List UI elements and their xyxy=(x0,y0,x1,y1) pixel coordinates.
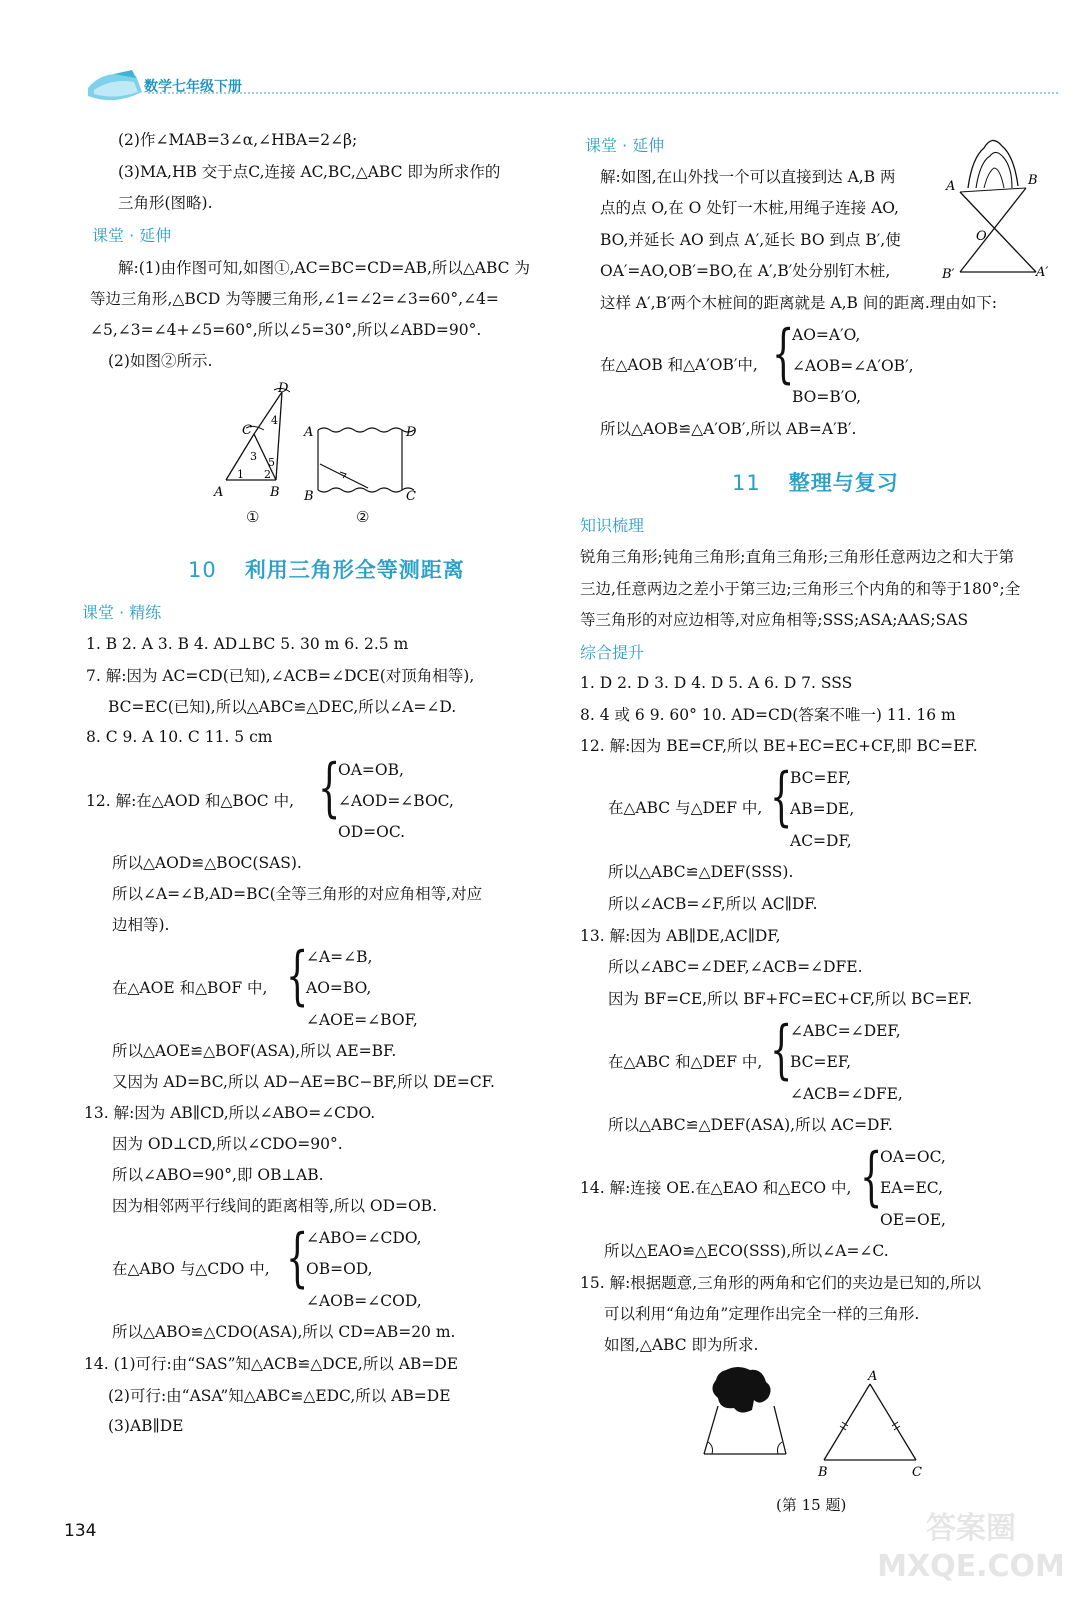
q12-brace: { xyxy=(318,751,341,825)
r-q13-line-1: 13. 解:因为 AB∥DE,AC∥DF, xyxy=(580,927,781,945)
r-q14-cond-2: EA=EC, xyxy=(880,1179,944,1197)
figure-2-rectangle xyxy=(298,416,428,506)
left-line-4: 8. C 9. A 10. C 11. 5 cm xyxy=(86,728,273,746)
review-line-3: 12. 解:因为 BE=CF,所以 BE+EC=EC+CF,即 BC=EF. xyxy=(580,737,978,755)
section-heading-review: 综合提升 xyxy=(580,643,645,662)
q13-abo-intro: 在△ABO 与△CDO 中, xyxy=(112,1260,270,1278)
r-q14-conclusion: 所以△EAO≌△ECO(SSS),所以∠A=∠C. xyxy=(604,1242,889,1260)
fig4-label-A: A xyxy=(868,1369,878,1384)
q13-line-2: 因为 OD⊥CD,所以∠CDO=90°. xyxy=(112,1135,343,1153)
r-q13-brace: { xyxy=(770,1013,793,1087)
q12-cond-2: ∠AOD=∠BOC, xyxy=(338,792,454,810)
right-ext-aob-brace: { xyxy=(772,317,795,391)
fig3-label-A-prime: A′ xyxy=(1036,265,1049,280)
fig1-label-C: C xyxy=(242,423,252,438)
fig1-label-D: D xyxy=(278,381,289,396)
right-ext-aob-cond-1: AO=A′O, xyxy=(792,326,861,344)
left-intro-2: (3)MA,HB 交于点C,连接 AC,BC,△ABC 即为所求作的 xyxy=(118,163,501,181)
knowledge-line-3: 等三角形的对应边相等,对应角相等;SSS;ASA;AAS;SAS xyxy=(580,611,969,629)
right-ext-aob-cond-2: ∠AOB=∠A′OB′, xyxy=(792,357,914,375)
fig3-label-O: O xyxy=(976,229,987,244)
q12-line-1: 所以△AOD≌△BOC(SAS). xyxy=(112,854,302,872)
chapter-11-number: 11 xyxy=(732,471,761,495)
r-q13-conclusion: 所以△ABC≌△DEF(ASA),所以 AC=DF. xyxy=(608,1116,893,1134)
q12-line-5: 又因为 AD=BC,所以 AD−AE=BC−BF,所以 DE=CF. xyxy=(112,1073,495,1091)
left-ext-4: (2)如图②所示. xyxy=(108,352,213,370)
right-ext-conclusion: 所以△AOB≌△A′OB′,所以 AB=A′B′. xyxy=(600,420,857,438)
right-ext-5: 这样 A′,B′两个木桩间的距离就是 A,B 间的距离.理由如下: xyxy=(600,294,997,312)
r-q12-cond-1: BC=EF, xyxy=(790,769,852,787)
q14-line-1: 14. (1)可行:由“SAS”知△ACB≌△DCE,所以 AB=DE xyxy=(84,1355,459,1373)
fig2-label-A: A xyxy=(304,425,314,440)
q14-line-2: (2)可行:由“ASA”知△ABC≌△EDC,所以 AB=DE xyxy=(108,1387,451,1405)
r-q13-abc-intro: 在△ABC 和△DEF 中, xyxy=(608,1053,763,1071)
left-line-1: 1. B 2. A 3. B 4. AD⊥BC 5. 30 m 6. 2.5 m xyxy=(86,635,409,653)
r-q12-cond-2: AB=DE, xyxy=(790,800,855,818)
r-q14-intro: 14. 解:连接 OE.在△EAO 和△ECO 中, xyxy=(580,1179,852,1197)
r-q15-line-1: 15. 解:根据题意,三角形的两角和它们的夹边是已知的,所以 xyxy=(580,1274,982,1292)
q12-line-3: 边相等). xyxy=(112,916,170,934)
right-ext-aob-cond-3: BO=B′O, xyxy=(792,388,862,406)
q13-abo-cond-3: ∠AOB=∠COD, xyxy=(306,1292,422,1310)
right-ext-3: BO,并延长 AO 到点 A′,延长 BO 到点 B′,使 xyxy=(600,231,901,249)
q13-line-5: 所以△ABO≌△CDO(ASA),所以 CD=AB=20 m. xyxy=(112,1323,456,1341)
fig1-angle-2: 2 xyxy=(264,468,271,481)
fig4-label-B: B xyxy=(818,1465,828,1480)
r-q12-cond-3: AC=DF, xyxy=(790,832,852,850)
left-line-3: BC=EC(已知),所以△ABC≌△DEC,所以∠A=∠D. xyxy=(108,698,457,716)
figure-1-triangle xyxy=(210,378,290,508)
left-line-2: 7. 解:因为 AC=CD(已知),∠ACB=∠DCE(对顶角相等), xyxy=(86,667,475,685)
chapter-10-heading xyxy=(188,554,465,584)
fig3-label-B-prime: B′ xyxy=(942,267,955,280)
q13-abo-cond-1: ∠ABO=∠CDO, xyxy=(306,1229,422,1247)
header-divider xyxy=(148,92,1058,94)
watermark: 答案圈 MXQE.COM xyxy=(877,1511,1065,1584)
fig3-label-A: A xyxy=(946,179,956,194)
fig2-label-D: D xyxy=(406,425,417,440)
r-q13-line-2: 所以∠ABC=∠DEF,∠ACB=∠DFE. xyxy=(608,958,863,976)
q14-line-3: (3)AB∥DE xyxy=(108,1417,184,1435)
fig1-angle-1: 1 xyxy=(237,468,244,481)
left-intro-1: (2)作∠MAB=3∠α,∠HBA=2∠β; xyxy=(118,131,358,149)
review-line-1: 1. D 2. D 3. D 4. D 5. A 6. D 7. SSS xyxy=(580,674,853,692)
section-heading-practice: 课堂 · 精练 xyxy=(82,603,162,622)
q13-abo-brace: { xyxy=(286,1221,309,1295)
r-q12-brace: { xyxy=(770,760,793,834)
right-section-heading-extension: 课堂 · 延伸 xyxy=(585,136,665,155)
q12-aoe-intro: 在△AOE 和△BOF 中, xyxy=(112,979,268,997)
figure-4-triangles xyxy=(690,1364,950,1480)
q12-line-4: 所以△AOE≌△BOF(ASA),所以 AE=BF. xyxy=(112,1042,397,1060)
q13-line-3: 所以∠ABO=90°,即 OB⊥AB. xyxy=(112,1166,324,1184)
fig4-label-C: C xyxy=(912,1465,922,1480)
q12-aoe-cond-2: AO=BO, xyxy=(306,979,372,997)
header-title: 数学七年级下册 xyxy=(144,79,242,95)
right-ext-2: 点的点 O,在 O 处钉一木桩,用绳子连接 AO, xyxy=(600,199,899,217)
q13-line-4: 因为相邻两平行线间的距离相等,所以 OD=OB. xyxy=(112,1197,438,1215)
left-ext-2: 等边三角形,△BCD 为等腰三角形,∠1=∠2=∠3=60°,∠4= xyxy=(90,290,499,308)
chapter-11-heading xyxy=(732,467,899,497)
q12-aoe-cond-3: ∠AOE=∠BOF, xyxy=(306,1011,418,1029)
chapter-10-number: 10 xyxy=(188,558,217,582)
fig1-label-A: A xyxy=(214,485,224,500)
left-ext-3: ∠5,∠3=∠4+∠5=60°,所以∠5=30°,所以∠ABD=90°. xyxy=(90,321,482,339)
fig1-angle-3: 3 xyxy=(250,450,257,463)
fig2-label-B: B xyxy=(304,489,314,504)
fig3-label-B: B xyxy=(1028,173,1038,188)
r-q15-line-2: 可以利用“角边角”定理作出完全一样的三角形. xyxy=(604,1305,920,1323)
r-q13-cond-2: BC=EF, xyxy=(790,1053,852,1071)
q12-intro: 12. 解:在△AOD 和△BOC 中, xyxy=(86,792,294,810)
q12-cond-3: OD=OC. xyxy=(338,823,406,841)
fig2-label-C: C xyxy=(406,489,416,504)
knowledge-line-1: 锐角三角形;钝角三角形;直角三角形;三角形任意两边之和大于第 xyxy=(580,548,1015,566)
q12-aoe-cond-1: ∠A=∠B, xyxy=(306,948,373,966)
r-q14-cond-3: OE=OE, xyxy=(880,1211,946,1229)
left-intro-3: 三角形(图略). xyxy=(118,194,213,212)
review-line-2: 8. 4 或 6 9. 60° 10. AD=CD(答案不唯一) 11. 16 m xyxy=(580,706,956,724)
knowledge-line-2: 三边,任意两边之差小于第三边;三角形三个内角的和等于180°;全 xyxy=(580,580,1021,598)
q12-cond-1: OA=OB, xyxy=(338,761,404,779)
r-q12-intro: 在△ABC 与△DEF 中, xyxy=(608,799,763,817)
r-q12-line-2: 所以∠ACB=∠F,所以 AC∥DF. xyxy=(608,895,818,913)
r-q13-cond-1: ∠ABC=∠DEF, xyxy=(790,1022,901,1040)
chapter-11-title: 整理与复习 xyxy=(788,471,899,495)
fig1-angle-5: 5 xyxy=(268,456,275,469)
figure-3-mountain xyxy=(940,128,1060,280)
r-q14-cond-1: OA=OC, xyxy=(880,1148,946,1166)
section-heading-extension: 课堂 · 延伸 xyxy=(92,226,172,245)
right-ext-4: OA′=AO,OB′=BO,在 A′,B′处分别钉木桩, xyxy=(600,262,891,280)
q13-abo-cond-2: OB=OD, xyxy=(306,1260,373,1278)
fig4-caption: (第 15 题) xyxy=(776,1496,847,1514)
r-q13-cond-3: ∠ACB=∠DFE, xyxy=(790,1085,903,1103)
r-q12-line-1: 所以△ABC≌△DEF(SSS). xyxy=(608,863,794,881)
fig1-angle-4: 4 xyxy=(271,414,278,427)
q12-aoe-brace: { xyxy=(286,939,309,1013)
section-heading-knowledge: 知识梳理 xyxy=(580,516,645,535)
left-ext-1: 解:(1)由作图可知,如图①,AC=BC=CD=AB,所以△ABC 为 xyxy=(118,259,530,277)
fig2-caption: ② xyxy=(356,508,370,526)
r-q15-line-3: 如图,△ABC 即为所求. xyxy=(604,1336,759,1354)
fig1-caption: ① xyxy=(246,508,260,526)
right-ext-aob-intro: 在△AOB 和△A′OB′中, xyxy=(600,356,758,374)
q12-line-2: 所以∠A=∠B,AD=BC(全等三角形的对应角相等,对应 xyxy=(112,885,483,903)
chapter-10-title: 利用三角形全等测距离 xyxy=(244,558,465,582)
right-ext-1: 解:如图,在山外找一个可以直接到达 A,B 两 xyxy=(600,168,896,186)
r-q14-brace: { xyxy=(860,1140,883,1214)
page-number: 134 xyxy=(64,1521,97,1541)
r-q13-line-3: 因为 BF=CE,所以 BF+FC=EC+CF,所以 BC=EF. xyxy=(608,990,973,1008)
q13-line-1: 13. 解:因为 AB∥CD,所以∠ABO=∠CDO. xyxy=(84,1104,376,1122)
fig1-label-B: B xyxy=(270,485,280,500)
